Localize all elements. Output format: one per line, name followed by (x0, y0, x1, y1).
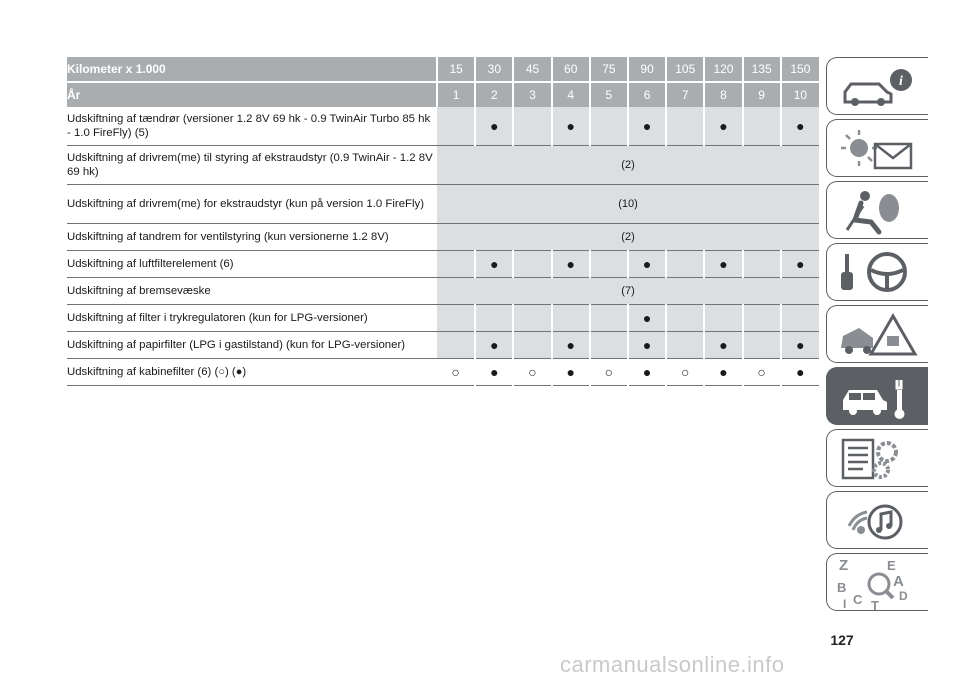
interval-cell: ● (475, 332, 513, 359)
svg-text:i: i (899, 74, 903, 89)
interval-cell: ● (704, 107, 742, 146)
year-interval-header: 10 (781, 82, 819, 107)
tab-multimedia[interactable] (826, 491, 928, 549)
year-interval-header: 5 (590, 82, 628, 107)
tab-emergency[interactable] (826, 305, 928, 363)
km-interval-header: 75 (590, 57, 628, 82)
emergency-car-icon (835, 310, 921, 360)
km-interval-header: 135 (743, 57, 781, 82)
index-letter: Z (839, 558, 849, 574)
year-interval-header: 7 (666, 82, 704, 107)
interval-cell: ● (628, 305, 666, 332)
table-row (67, 185, 819, 224)
table-row (67, 146, 819, 185)
interval-cell: ● (552, 359, 590, 386)
operation-description: Udskiftning af drivrem(me) for ekstraudstyr (kun på version 1.0 FireFly) (67, 185, 437, 224)
interval-cell (666, 107, 704, 146)
table-row (67, 332, 819, 359)
tab-maintenance[interactable] (826, 367, 928, 425)
description-text: ) (242, 366, 247, 378)
km-interval-header: 120 (704, 57, 742, 82)
table-row (67, 278, 819, 305)
interval-cell (437, 305, 475, 332)
interval-cell (513, 332, 551, 359)
interval-cell (590, 107, 628, 146)
interval-cell (437, 107, 475, 146)
year-interval-header: 2 (475, 82, 513, 107)
interval-cell (743, 305, 781, 332)
tab-warning-lights[interactable] (826, 119, 928, 177)
maintenance-schedule-table (67, 57, 819, 386)
interval-note: (2) (437, 224, 819, 251)
table-row (67, 251, 819, 278)
interval-cell (590, 305, 628, 332)
index-letter: I (843, 597, 847, 611)
km-interval-header: 90 (628, 57, 666, 82)
interval-cell (513, 251, 551, 278)
index-letter: D (899, 589, 908, 603)
table-row (67, 359, 819, 386)
interval-cell (704, 305, 742, 332)
interval-cell (743, 251, 781, 278)
interval-cell (552, 305, 590, 332)
operation-description: Udskiftning af bremsevæske (67, 278, 437, 305)
tab-safety[interactable] (826, 181, 928, 239)
index-letter: A (893, 573, 904, 590)
table-row (67, 305, 819, 332)
interval-cell: ● (781, 107, 819, 146)
open-circle-symbol: ○ (218, 366, 225, 378)
table-row (67, 107, 819, 146)
interval-cell: ● (704, 332, 742, 359)
interval-cell: ● (628, 359, 666, 386)
km-interval-header: 105 (666, 57, 704, 82)
index-letters-icon (835, 558, 921, 612)
tab-index[interactable] (826, 553, 928, 611)
watermark: carmanualsonline.info (560, 652, 785, 677)
year-interval-header: 3 (513, 82, 551, 107)
description-text: Udskiftning af kabinefilter (6) ( (67, 366, 219, 378)
year-header-label: År (67, 82, 437, 107)
interval-cell: ● (552, 107, 590, 146)
interval-cell: ● (781, 359, 819, 386)
index-letter: E (887, 558, 896, 573)
operation-description: Udskiftning af drivrem(me) til styring af ekstraudstyr (0.9 TwinAir - 1.2 8V 69 hk) (67, 146, 437, 185)
interval-cell: ○ (437, 359, 475, 386)
interval-cell: ● (475, 251, 513, 278)
interval-cell: ● (628, 107, 666, 146)
interval-cell: ● (552, 251, 590, 278)
interval-cell: ● (781, 332, 819, 359)
year-interval-header: 1 (437, 82, 475, 107)
interval-cell (513, 107, 551, 146)
specs-gears-icon (835, 434, 921, 484)
interval-cell: ● (704, 359, 742, 386)
airbag-seat-icon (835, 186, 921, 236)
km-interval-header: 60 (552, 57, 590, 82)
index-letter: B (837, 580, 847, 595)
interval-note: (7) (437, 278, 819, 305)
operation-description: Udskiftning af papirfilter (LPG i gastilstand) (kun for LPG-versioner) (67, 332, 437, 359)
car-wrench-icon (835, 372, 921, 422)
warning-lights-message-icon (835, 124, 921, 174)
interval-cell (743, 107, 781, 146)
car-info-icon (835, 62, 921, 112)
interval-cell (666, 305, 704, 332)
tab-technical-data[interactable] (826, 429, 928, 487)
interval-cell: ● (628, 332, 666, 359)
km-interval-header: 15 (437, 57, 475, 82)
key-steering-wheel-icon (835, 248, 921, 298)
interval-cell: ● (475, 107, 513, 146)
interval-cell (590, 332, 628, 359)
interval-cell (743, 332, 781, 359)
tab-car-info[interactable] (826, 57, 928, 115)
interval-cell (666, 332, 704, 359)
km-header-row (67, 57, 819, 82)
index-letter: C (853, 592, 863, 607)
tab-starting-driving[interactable] (826, 243, 928, 301)
interval-cell (666, 251, 704, 278)
interval-cell (437, 332, 475, 359)
filled-circle-symbol: ● (235, 366, 243, 378)
km-interval-header: 45 (513, 57, 551, 82)
multimedia-icon (835, 496, 921, 546)
km-interval-header: 30 (475, 57, 513, 82)
chapter-tabs (826, 57, 928, 613)
interval-cell (590, 251, 628, 278)
interval-cell: ○ (666, 359, 704, 386)
year-interval-header: 6 (628, 82, 666, 107)
interval-note: (2) (437, 146, 819, 185)
interval-note: (10) (437, 185, 819, 224)
year-interval-header: 4 (552, 82, 590, 107)
km-header-label: Kilometer x 1.000 (67, 57, 437, 82)
year-header-row (67, 82, 819, 107)
interval-cell: ○ (590, 359, 628, 386)
interval-cell: ○ (513, 359, 551, 386)
description-text: ) ( (224, 366, 236, 378)
operation-description (67, 359, 437, 386)
operation-description: Udskiftning af filter i trykregulatoren (kun for LPG-versioner) (67, 305, 437, 332)
interval-cell: ● (552, 332, 590, 359)
interval-cell: ● (628, 251, 666, 278)
operation-description: Udskiftning af luftfilterelement (6) (67, 251, 437, 278)
year-interval-header: 9 (743, 82, 781, 107)
interval-cell (437, 251, 475, 278)
interval-cell: ● (781, 251, 819, 278)
interval-cell: ● (704, 251, 742, 278)
index-letter: T (871, 598, 879, 612)
operation-description: Udskiftning af tandrem for ventilstyring (kun versionerne 1.2 8V) (67, 224, 437, 251)
operation-description: Udskiftning af tændrør (versioner 1.2 8V 69 hk - 0.9 TwinAir Turbo 85 hk - 1.0 FireFly) (5) (67, 107, 437, 146)
table-row (67, 224, 819, 251)
km-interval-header: 150 (781, 57, 819, 82)
year-interval-header: 8 (704, 82, 742, 107)
interval-cell (781, 305, 819, 332)
interval-cell: ● (475, 359, 513, 386)
page-number: 127 (830, 632, 854, 648)
interval-cell (513, 305, 551, 332)
interval-cell: ○ (743, 359, 781, 386)
interval-cell (475, 305, 513, 332)
